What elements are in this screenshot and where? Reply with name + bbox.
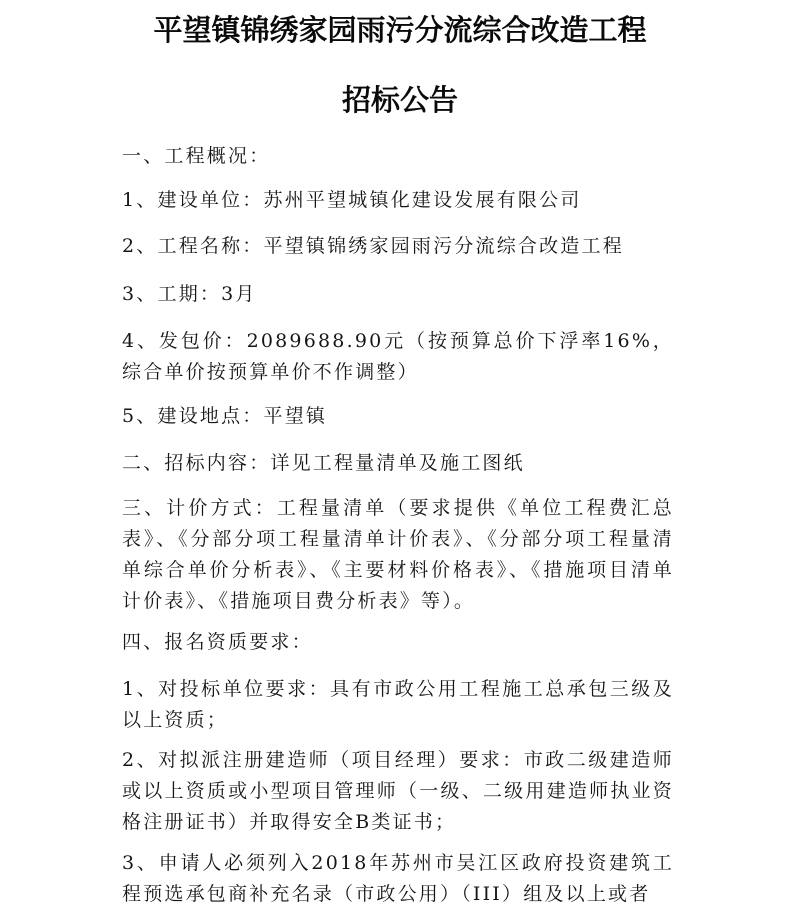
paragraph-construction-unit: 1、建设单位：苏州平望城镇化建设发展有限公司 <box>122 189 582 211</box>
section-heading-tender-content: 二、招标内容：详见工程量清单及施工图纸 <box>122 452 525 474</box>
section-heading-qualification: 四、报名资质要求： <box>122 631 313 653</box>
paragraph-bidder-requirement: 1、对投标单位要求：具有市政公用工程施工总承包三级及以上资质； <box>122 678 674 731</box>
paragraph-constructor-requirement: 2、对拟派注册建造师（项目经理）要求：市政二级建造师或以上资质或小型项目管理师（一级、二级用建造师执业资格注册证书）并取得安全B类证书； <box>122 749 674 833</box>
section-pricing-method: 三、计价方式：工程量清单（要求提供《单位工程费汇总表》、《分部分项工程量清单计价表》、《分部分项工程量清单综合单价分析表》、《主要材料价格表》、《措施项目清单计价表》、《措施项目费分析表》等）。 <box>122 497 674 612</box>
section-heading-overview: 一、工程概况： <box>122 145 271 167</box>
paragraph-applicant-list: 3、申请人必须列入2018年苏州市吴江区政府投资建筑工程预选承包商补充名录（市政公用）（III）组及以上或者 <box>122 852 674 905</box>
document-title: 平望镇锦绣家园雨污分流综合改造工程 <box>153 13 647 47</box>
paragraph-location: 5、建设地点：平望镇 <box>122 405 328 427</box>
paragraph-contract-price: 4、发包价：2089688.90元（按预算总价下浮率16%，综合单价按预算单价不作调整） <box>122 330 674 383</box>
paragraph-duration: 3、工期：3月 <box>122 283 257 305</box>
document-subtitle: 招标公告 <box>341 83 458 117</box>
paragraph-project-name: 2、工程名称：平望镇锦绣家园雨污分流综合改造工程 <box>122 235 624 257</box>
